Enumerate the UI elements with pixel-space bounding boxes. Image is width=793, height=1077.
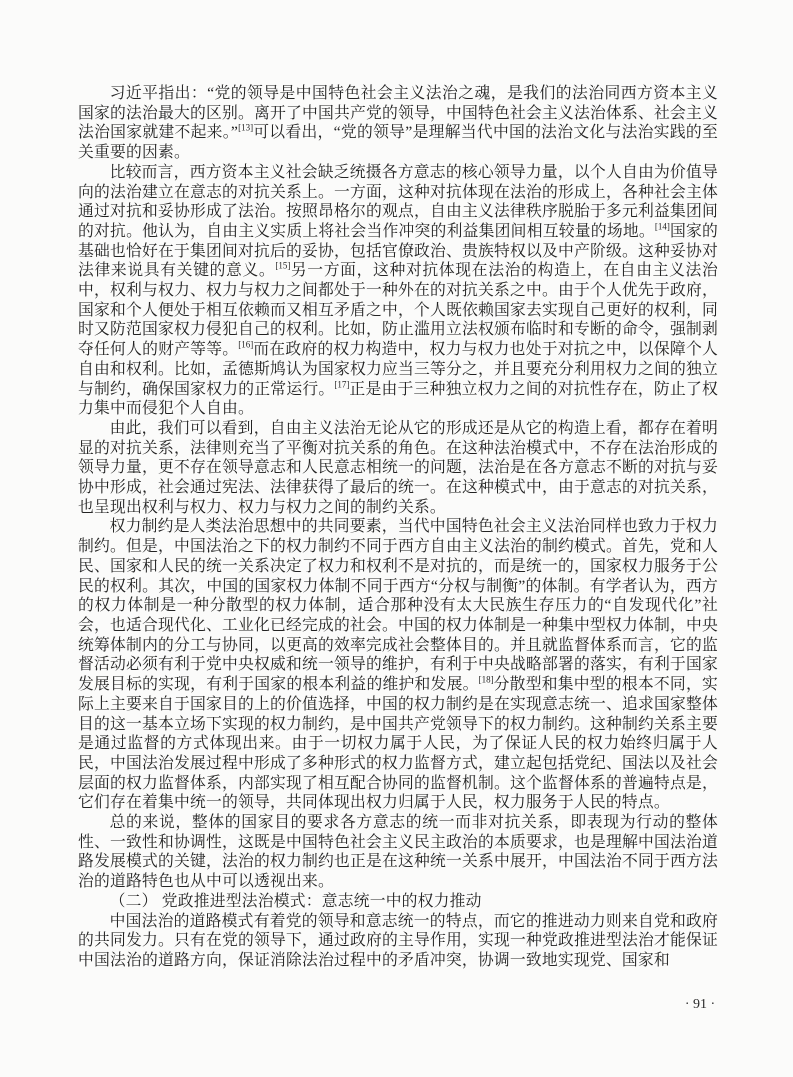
- text-run: 分散型和集中型的根本不同，实际上主要来自于国家目的上的价值选择，中国的权力制约是在实现意志统一、追求国家整体目的这一基本立场下实现的权力制约，是中国共产党领导下的权力制约。这种制约关系主要是通过监督的方式体现出来。由于一切权力属于人民，为了保证人民的权力始终归属于人民，中国法治发展过程中形成了多种形式的权力监督方式，建立起包括党纪、国法以及社会层面的权力监督体系，内部实现了相互配合协同的监督机制。这个监督体系的普遍特点是，它们存在着集中统一的领导，共同体现出权力归属于人民，权力服务于人民的特点。: [78, 676, 718, 812]
- text-run: 而在政府的权力构造中，权力与权力也处于对抗之中，以保障个人自由和权利。比如，孟德斯鸠认为国家权力应当三等分之，并且要充分利用权力之间的独立与制约，确保国家权力的正常运行。: [78, 341, 718, 398]
- text-run: 权力制约是人类法治思想中的共同要素，当代中国特色社会主义法治同样也致力于权力制约。但是，中国法治之下的权力制约不同于西方自由主义法治的制约模式。首先，党和人民、国家和人民的统一关系决定了权力和权利不是对抗的，而是统一的，国家权力服务于公民的权利。其次，中国的国家权力体制不同于西方“分权与制衡”的体制。有学者认为，西方的权力体制是一种分散型的权力体制，适合那种没有太大民族生存压力的“自发现代化”社会，也适合现代化、工业化已经完成的社会。中国的权力体制是一种集中型权力体制，中央统筹体制内的分工与协同，以更高的效率完成社会整体目的。并且就监督体系而言，它的监督活动必须有利于党中央权威和统一领导的维护，有利于中央战略部署的落实，有利于国家发展目标的实现，有利于国家的根本利益的维护和发展。: [78, 518, 718, 694]
- text-run: 习近平指出：“党的领导是中国特色社会主义法治之魂，是我们的法治同西方资本主义国家的法治最大的区别。离开了中国共产党的领导，中国特色社会主义法治体系、社会主义法治国家就建不起来。”: [78, 85, 718, 142]
- text-run: 正是由于三种独立权力之间的对抗性存在，防止了权力集中而侵犯个人自由。: [78, 380, 718, 418]
- paragraph: [78, 163, 718, 419]
- page-number: · 91 ·: [684, 997, 716, 1012]
- article-body: [78, 84, 718, 971]
- text-run: 另一方面，这种对抗体现在法治的构造上，在自由主义法治中，权利与权力、权力与权力之间都处于一种外在的对抗关系之中。由于个人优先于政府，国家和个人便处于相互依赖而又相互矛盾之中，个人既依赖国家去实现自己更好的权利，同时又防范国家权力侵犯自己的权利。比如，防止滥用立法权颁布临时和专断的命令，强制剥夺任何人的财产等等。: [78, 262, 719, 359]
- footnote-ref: [14]: [654, 221, 670, 232]
- footnote-ref: [15]: [275, 261, 291, 272]
- section-subheading: [78, 892, 718, 912]
- paragraph: [78, 912, 718, 971]
- text-run: （二） 党政推进型法治模式：意志统一中的权力推动: [109, 892, 482, 910]
- text-run: 国家的基础也恰好在于集团间对抗后的妥协，包括官僚政治、贵族特权以及中产阶级。这种妥协对法律来说具有关键的意义。: [78, 222, 718, 280]
- text-run: 中国法治的道路模式有着党的领导和意志统一的特点，而它的推进动力则来自党和政府的共同发力。只有在党的领导下，通过政府的主导作用，实现一种党政推进型法治才能保证中国法治的道路方向，保证消除法治过程中的矛盾冲突，协调一致地实现党、国家和: [78, 912, 718, 969]
- paragraph: [78, 419, 718, 518]
- paragraph: [78, 84, 718, 163]
- footnote-ref: [17]: [334, 379, 350, 390]
- footnote-ref: [13]: [238, 123, 254, 134]
- footnote-ref: [18]: [478, 674, 494, 685]
- footnote-ref: [16]: [238, 339, 254, 350]
- text-run: 总的来说，整体的国家目的要求各方意志的统一而非对抗关系，即表现为行动的整体性、一致性和协调性，这既是中国特色社会主义民主政治的本质要求，也是理解中国法治道路发展模式的关键，法治的权力制约也正是在这种统一关系中展开，中国法治不同于西方法治的道路特色也从中可以透视出来。: [78, 814, 718, 891]
- paragraph: [78, 813, 718, 892]
- text-run: 由此，我们可以看到，自由主义法治无论从它的形成还是从它的构造上看，都存在着明显的对抗关系，法律则充当了平衡对抗关系的角色。在这种法治模式中，不存在法治形成的领导力量，更不存在领导意志和人民意志相统一的问题，法治是在各方意志不断的对抗与妥协中形成，社会通过宪法、法律获得了最后的统一。在这种模式中，由于意志的对抗关系，也呈现出权利与权力、权力与权力之间的制约关系。: [78, 419, 718, 516]
- text-run: 比较而言，西方资本主义社会缺乏统摄各方意志的核心领导力量，以个人自由为价值导向的法治建立在意志的对抗关系上。一方面，这种对抗体现在法治的形成上，各种社会主体通过对抗和妥协形成了法治。按照昂格尔的观点，自由主义法律秩序脱胎于多元利益集团间的对抗。他认为，自由主义实质上将社会当作冲突的利益集团间相互较量的场地。: [78, 163, 718, 240]
- paragraph: [78, 517, 718, 813]
- text-run: 可以看出，“党的领导”是理解当代中国的法治文化与法治实践的至关重要的因素。: [78, 124, 718, 162]
